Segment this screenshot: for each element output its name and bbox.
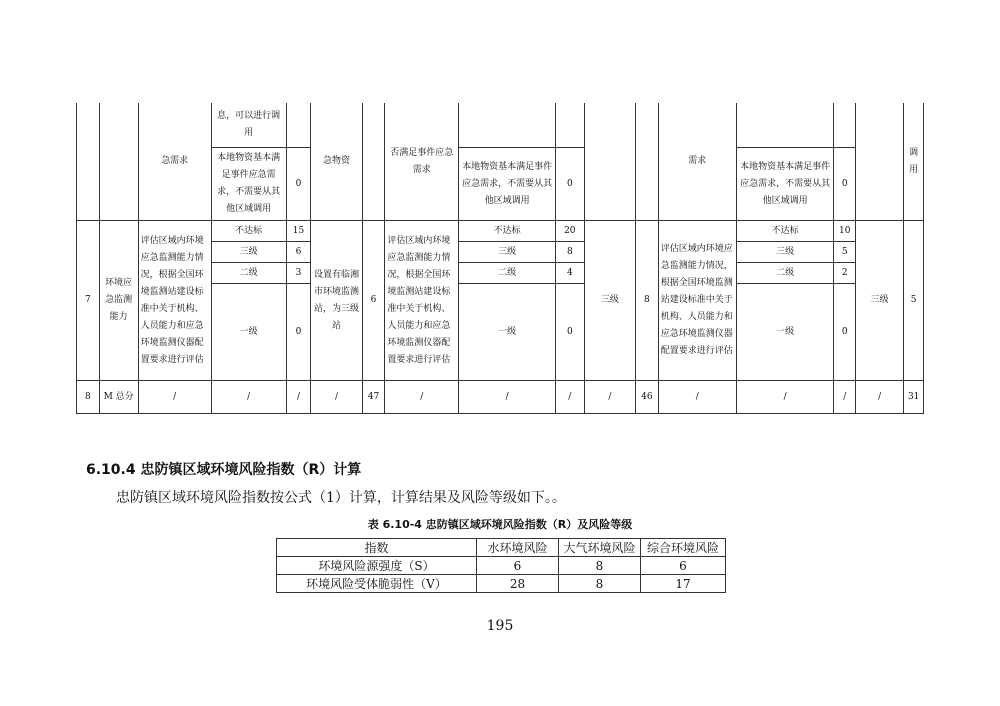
- criteria-cell: 评估区域内环境应急监测能力情况，根据全国环境监测站建设标准中关于机构、人员能力和应急环境监测仪器配置要求进行评估: [138, 221, 211, 381]
- score-cell: 5: [904, 221, 924, 381]
- table-row: [77, 103, 924, 148]
- item-name: 环境应急监测能力: [99, 221, 138, 381]
- slash-cell: /: [834, 381, 856, 414]
- section-heading: 6.10.4 忠防镇区域环境风险指数（R）计算: [86, 462, 362, 478]
- total-score: 31: [904, 381, 924, 414]
- status-cell: 三级: [856, 221, 904, 381]
- column-header: 指数: [277, 539, 477, 557]
- score-cell: 0: [286, 148, 311, 221]
- table-cell: 8: [559, 575, 641, 593]
- slash-cell: /: [856, 381, 904, 414]
- slash-cell: /: [459, 381, 556, 414]
- slash-cell: /: [211, 381, 286, 414]
- column-header: 大气环境风险: [559, 539, 641, 557]
- slash-cell: /: [138, 381, 211, 414]
- status-cell: 急物资: [311, 103, 362, 221]
- criteria-cell: 评估区域内环境应急监测能力情况，根据全国环境监测站建设标准中关于机构、人员能力和应急环境监测仪器配置要求进行评估: [658, 221, 736, 381]
- score-cell: 8: [636, 221, 659, 381]
- score-cell: 10: [834, 221, 856, 242]
- score-cell: 8: [555, 242, 584, 263]
- grade-cell: 二级: [211, 263, 286, 284]
- slash-cell: /: [311, 381, 362, 414]
- criteria-cell: 否满足事件应急需求: [385, 103, 459, 221]
- slash-cell: /: [736, 381, 834, 414]
- table-cell: 6: [641, 557, 726, 575]
- score-cell: 0: [286, 284, 311, 381]
- grade-cell: 一级: [211, 284, 286, 381]
- score-cell: 2: [834, 263, 856, 284]
- table-row: [277, 575, 726, 593]
- grade-cell: 三级: [736, 242, 834, 263]
- grade-cell: 三级: [459, 242, 556, 263]
- grade-cell: 一级: [736, 284, 834, 381]
- total-score: 46: [636, 381, 659, 414]
- table-cell: 28: [477, 575, 559, 593]
- slash-cell: /: [584, 381, 635, 414]
- table-header-row: [277, 539, 726, 557]
- row-number: 8: [77, 381, 100, 414]
- score-cell: 15: [286, 221, 311, 242]
- grade-cell: 二级: [459, 263, 556, 284]
- score-cell: 0: [555, 148, 584, 221]
- grade-cell: 不达标: [736, 221, 834, 242]
- criteria-cell: 需求: [658, 103, 736, 221]
- table-cell: 8: [559, 557, 641, 575]
- table-caption: 表 6.10-4 忠防镇区域环境风险指数（R）及风险等级: [367, 518, 633, 531]
- slash-cell: /: [658, 381, 736, 414]
- table-cell: 6: [477, 557, 559, 575]
- total-score: 47: [362, 381, 385, 414]
- status-cell: 三级: [584, 221, 635, 381]
- score-cell: 20: [555, 221, 584, 242]
- criteria-cell: 评估区域内环境应急监测能力情况，根据全国环境监测站建设标准中关于机构、人员能力和应急环境监测仪器配置要求进行评估: [385, 221, 459, 381]
- score-cell: 5: [834, 242, 856, 263]
- score-cell: 调用: [904, 103, 924, 221]
- score-cell: 6: [362, 221, 385, 381]
- slash-cell: /: [385, 381, 459, 414]
- grade-cell: 息，可以进行调用: [211, 103, 286, 148]
- grade-cell: 一级: [459, 284, 556, 381]
- slash-cell: /: [286, 381, 311, 414]
- item-name: M 总分: [99, 381, 138, 414]
- table-row: [277, 557, 726, 575]
- score-cell: 4: [555, 263, 584, 284]
- score-cell: 0: [555, 284, 584, 381]
- score-cell: 3: [286, 263, 311, 284]
- slash-cell: /: [555, 381, 584, 414]
- grade-cell: 三级: [211, 242, 286, 263]
- grade-cell: 不达标: [459, 221, 556, 242]
- criteria-cell: 急需求: [138, 103, 211, 221]
- table-row: [77, 381, 924, 414]
- grade-cell: 二级: [736, 263, 834, 284]
- table-row: [77, 221, 924, 242]
- score-cell: 0: [834, 284, 856, 381]
- grade-cell: 本地物资基本满足事件应急需求，不需要从其他区域调用: [211, 148, 286, 221]
- score-cell: 0: [834, 148, 856, 221]
- score-cell: 6: [286, 242, 311, 263]
- grade-cell: 本地物资基本满足事件应急需求，不需要从其他区域调用: [736, 148, 834, 221]
- table-cell: 17: [641, 575, 726, 593]
- table-cell: 环境风险受体脆弱性（V）: [277, 575, 477, 593]
- risk-matrix-table: [76, 103, 924, 414]
- table-cell: 环境风险源强度（S）: [277, 557, 477, 575]
- status-cell: 设置有临湘市环境监测站，为三级站: [311, 221, 362, 381]
- page-number: 195: [486, 618, 514, 634]
- column-header: 水环境风险: [477, 539, 559, 557]
- column-header: 综合环境风险: [641, 539, 726, 557]
- grade-cell: 不达标: [211, 221, 286, 242]
- row-number: 7: [77, 221, 100, 381]
- grade-cell: 本地物资基本满足事件应急需求，不需要从其他区域调用: [459, 148, 556, 221]
- body-paragraph: 忠防镇区域环境风险指数按公式（1）计算，计算结果及风险等级如下。。: [116, 490, 566, 506]
- risk-index-table: [276, 538, 726, 593]
